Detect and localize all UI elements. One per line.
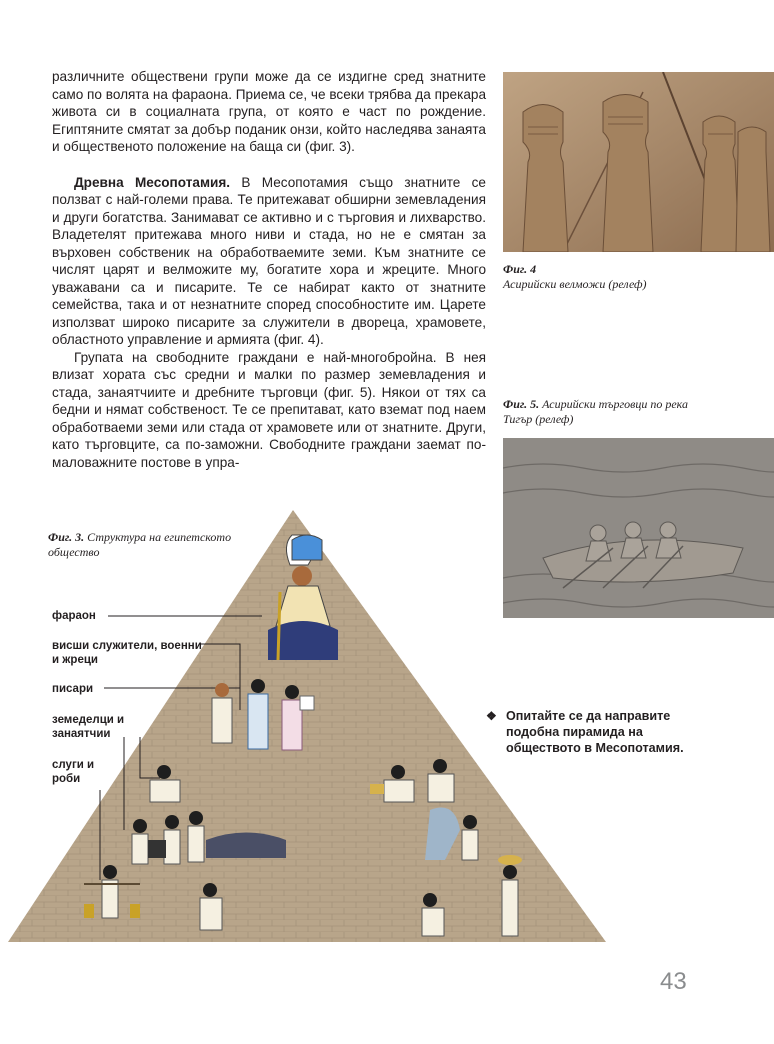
fig5-number: Фиг. 5. [503,397,540,411]
fig4-caption-text: Асирийски велможи (релеф) [503,277,647,291]
label-high-officials: висши служители, военни и жреци [52,640,202,666]
fig4-number: Фиг. 4 [503,262,537,276]
fig3-caption-text: Структура на египетското общество [48,530,232,559]
section-heading-mesopotamia: Древна Месопотамия. [74,174,231,190]
label-scribes: писари [52,683,94,695]
paragraph-1: различните обществени групи може да се издигне сред знатните само по волята на фараона. Приема се, че всеки трябва да прекара живота си в социалната група, от която е част по рождение. Египтяните смятат за добър поданик онзи, който наследява занаята и общественото положение на баща си (фиг. 3). [52,69,486,154]
paragraph-mesopotamia [52,174,486,349]
fig4-relief-image [503,72,774,252]
task-box [486,708,686,756]
fig5-caption [503,397,693,427]
diamond-bullet-icon: ❖ [486,709,497,723]
task-text: Опитайте се да направите подобна пирамида на обществото в Месопотамия. [506,709,684,755]
label-pharaoh: фараон [52,610,96,622]
fig4-caption [503,262,753,292]
label-servants-slaves: слуги и роби [52,759,95,785]
fig5-caption-text: Асирийски търговци по река Тигър (релеф) [503,397,688,426]
page-number: 43 [660,968,687,995]
paragraph-2-body: В Месопотамия също знатните се ползват с най-големи права. Те притежават обширни земевладения и други богатства. Занимават се активно и с търговия и лихварство. Владетелят притежава много ниви и стада, но не е смятан за върховен собственик на обработваемите земи. Към знатните се числят царят и велможите му, богатите хора и жреците. Много уважавани са и писарите. Те се набират както от знатните семейства, така и от незнатните според способностите им. Царете използват широко писарите за служители в двореца, храмовете, областното управление и армията (фиг. 4). [52,174,486,347]
main-text-column [52,68,486,471]
fig4-relief-graphic [503,72,774,252]
paragraph-3: Групата на свободните граждани е най-многобройна. В нея влизат хората със средни и малки по размер земевладения и стада, занаятчиите и дребните търговци (фиг. 5). Някои от тях са бедни и нямат собственост. Те се препитават, като вземат под наем обработваеми земи или стада от храмовете или от знатните. Други, като търговците, са по-заможни. Свободните граждани заемат по-маловажните постове в упра- [52,349,486,470]
fig3-caption [48,530,248,560]
label-farmers-craftsmen: земеделци и занаятчии [52,714,125,740]
fig3-number: Фиг. 3. [48,530,85,544]
